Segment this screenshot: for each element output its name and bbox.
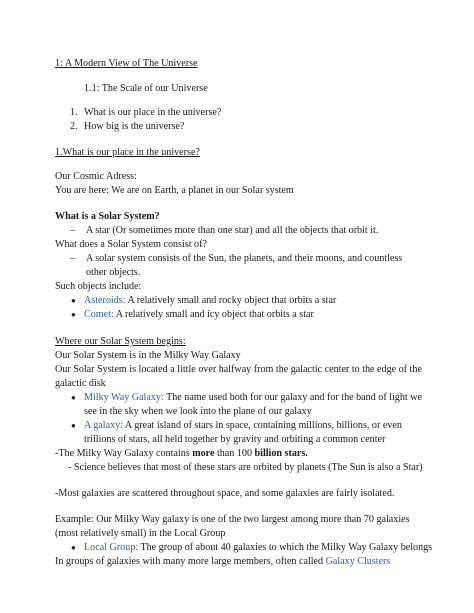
science-belief-line: - Science believes that most of these stars are orbited by planets (The Sun is also a Star) — [68, 462, 423, 473]
you-are-here-text: You are here: We are on Earth, a planet in our Solar system — [55, 185, 294, 196]
scattered-galaxies-line: -Most galaxies are scattered throughout space, and some galaxies are fairly isolated. — [55, 488, 395, 499]
list-number: 2. — [70, 121, 78, 132]
local-group-term: Local Group: — [84, 542, 139, 553]
dash-marker: – — [70, 225, 76, 236]
asteroids-definition: A relatively small and rocky object that orbits a star — [125, 295, 337, 306]
where-line: Our Solar System is in the Milky Way Galaxy — [55, 350, 241, 361]
section-heading: 1.What is our place in the universe? — [55, 147, 200, 158]
galaxy-clusters-term: Galaxy Clusters — [325, 556, 391, 567]
dash-marker: – — [70, 253, 76, 264]
objects-include-label: Such objects include: — [55, 281, 142, 292]
list-item-cont: see in the sky when we look into the plane of our galaxy — [84, 406, 312, 417]
milky-way-contains — [55, 447, 308, 461]
example-line: Example: Our Milky Way galaxy is one of the two largest among more than 70 galaxies — [55, 514, 410, 525]
local-group-definition: The group of about 40 galaxies to which the Milky Way Galaxy belongs — [138, 542, 433, 553]
where-heading: Where our Solar System begins: — [55, 336, 186, 347]
section-subtitle: 1.1: The Scale of our Universe — [84, 83, 208, 94]
solar-system-heading: What is a Solar System? — [55, 211, 160, 222]
galaxy-definition: A great island of stars in space, containing millions, billions, or even — [122, 420, 402, 431]
consist-question: What does a Solar System consist of? — [55, 239, 207, 250]
milky-way-term: Milky Way Galaxy: — [84, 392, 164, 403]
list-item — [84, 541, 432, 555]
bullet-marker: ● — [71, 543, 76, 552]
where-line: galactic disk — [55, 378, 106, 389]
comet-definition: A relatively small and icy object that orbits a star — [113, 309, 314, 320]
galaxy-term: A galaxy: — [84, 420, 123, 431]
list-item-cont: trillions of stars, all held together by gravity and orbiting a common center — [84, 434, 386, 445]
consist-answer-cont: other objects. — [86, 267, 141, 278]
text-run: -The Milky Way Galaxy contains — [55, 448, 193, 459]
list-item — [84, 419, 402, 433]
solar-system-definition: A star (Or sometimes more than one star) and all the objects that orbit it. — [86, 225, 379, 236]
document-title: 1: A Modern View of The Universe — [55, 58, 198, 69]
bullet-marker: ● — [71, 421, 76, 430]
cosmic-address-label: Our Cosmic Adress: — [55, 171, 137, 182]
bullet-marker: ● — [71, 296, 76, 305]
example-line: (most relatively small) in the Local Group — [55, 528, 226, 539]
text-run: In groups of galaxies with many more large members, often called — [55, 556, 326, 567]
list-item — [84, 308, 314, 322]
milky-way-definition: The name used both for our galaxy and for the band of light we — [163, 392, 423, 403]
list-item — [84, 391, 422, 405]
consist-answer: A solar system consists of the Sun, the planets, and their moons, and countless — [86, 253, 403, 264]
where-line: Our Solar System is located a little over halfway from the galactic center to the edge of the — [55, 364, 422, 375]
list-item: How big is the universe? — [84, 121, 185, 132]
list-item — [84, 294, 336, 308]
list-number: 1. — [70, 107, 78, 118]
bold-run: billion stars. — [254, 448, 308, 459]
clusters-line — [55, 555, 390, 569]
asteroids-term: Asteroids: — [84, 295, 126, 306]
list-item: What is our place in the universe? — [84, 107, 222, 118]
text-run: than 100 — [214, 448, 255, 459]
bullet-marker: ● — [71, 310, 76, 319]
comet-term: Comet: — [84, 309, 114, 320]
bullet-marker: ● — [71, 393, 76, 402]
bold-run: more — [192, 448, 215, 459]
